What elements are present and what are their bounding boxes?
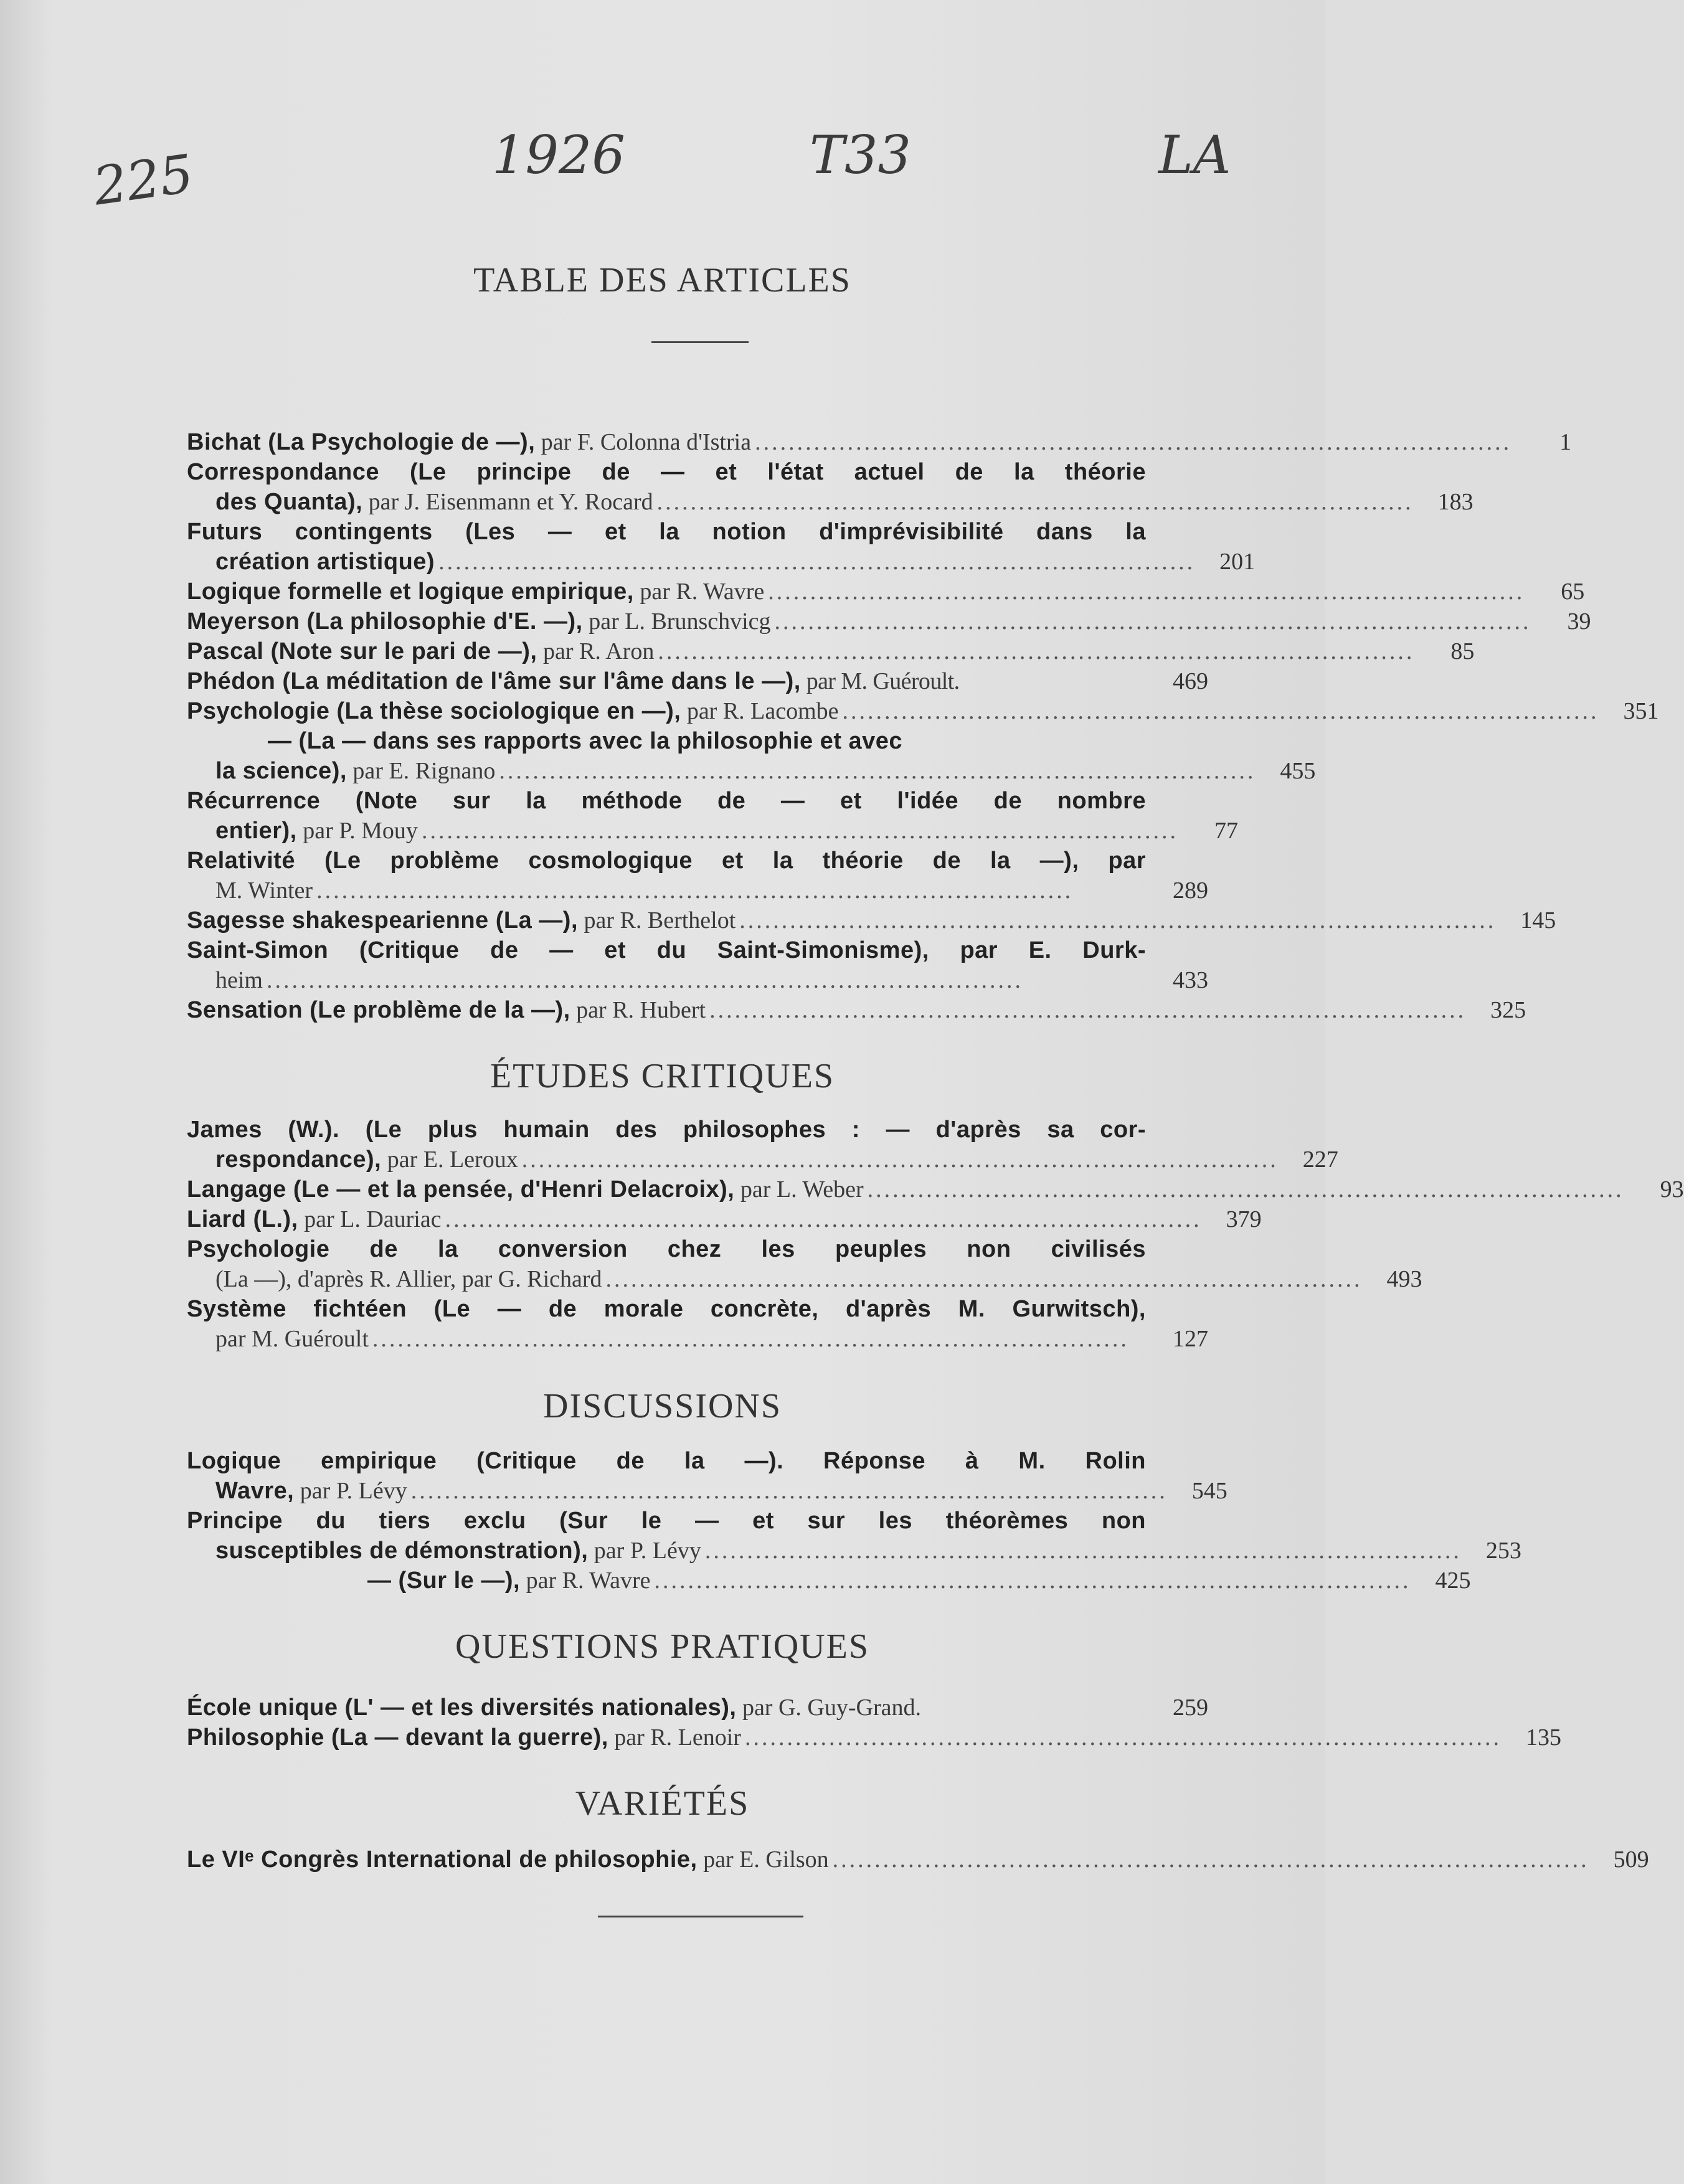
toc-entry[interactable]: Logique formelle et logique empirique, par R. Wavre .......................................................................................... 65 [187,577,1208,607]
page-number: 201 [1219,549,1256,575]
page-number: 325 [1490,997,1526,1023]
page-number: 545 [1191,1478,1228,1504]
page-number: 509 [1613,1846,1649,1873]
section-title-questions: QUESTIONS PRATIQUES [455,1627,869,1666]
toc-entry[interactable]: Système fichtéen (Le — de morale concrète, d'après M. Gurwitsch), par M. Guéroult .......................................................................................... 127 [187,1294,1208,1354]
toc-entry[interactable]: École unique (L' — et les diversités nationales), par G. Guy-Grand. 259 [187,1693,1208,1723]
page-number: 93 [1660,1176,1684,1203]
section-title-discussions: DISCUSSIONS [543,1387,782,1425]
toc-entry[interactable]: Psychologie de la conversion chez les peuples non civilisés (La —), d'après R. Allier, par G. Richard .......................................................................................... 493 [187,1234,1208,1294]
page-number: 289 [1173,877,1208,904]
page-number: 493 [1386,1266,1422,1292]
toc-entry[interactable]: Sagesse shakespearienne (La —), par R. Berthelot .......................................................................................... 145 [187,905,1208,935]
toc-entry[interactable]: Saint-Simon (Critique de — et du Saint-Simonisme), par E. Durk- heim .......................................................................................... 433 [187,935,1208,995]
handwritten-note: T33 [810,125,911,186]
page-number: 145 [1520,907,1556,934]
etudes-list [187,1115,1684,1354]
toc-entry[interactable]: Philosophie (La — devant la guerre), par R. Lenoir .......................................................................................... 135 [187,1723,1208,1752]
divider [651,341,749,343]
toc-entry[interactable]: Principe du tiers exclu (Sur le — et sur les théorèmes non susceptibles de démonstration), par P. Lévy .......................................................................................... 253 [187,1506,1208,1566]
section-title-articles: TABLE DES ARTICLES [473,261,851,300]
toc-entry[interactable]: Meyerson (La philosophie d'E. —), par L. Brunschvicg .......................................................................................... 39 [187,607,1208,636]
page-number: 65 [1561,579,1585,605]
page-number: 39 [1567,608,1591,635]
toc-entry[interactable]: — (Sur le —), par R. Wavre .......................................................................................... 425 [187,1566,1208,1595]
page-number: 433 [1173,967,1208,993]
page-number: 127 [1173,1326,1208,1352]
page-number: 183 [1437,489,1474,515]
toc-entry[interactable]: Récurrence (Note sur la méthode de — et l'idée de nombre entier), par P. Mouy .......................................................................................... 77 [187,786,1208,846]
section-title-etudes: ÉTUDES CRITIQUES [490,1057,835,1095]
toc-entry[interactable]: Pascal (Note sur le pari de —), par R. Aron .......................................................................................... 85 [187,636,1208,666]
page-number: 455 [1280,758,1316,784]
page-number: 77 [1214,818,1238,844]
toc-entry[interactable]: — (La — dans ses rapports avec la philosophie et avec la science), par E. Rignano .......................................................................................... 455 [187,726,1208,786]
handwritten-note: 225 [89,143,197,217]
toc-entry[interactable]: James (W.). (Le plus humain des philosophes : — d'après sa cor- respondance), par E. Leroux .......................................................................................... 227 [187,1115,1208,1175]
page-number: 469 [1173,668,1208,694]
toc-entry[interactable]: Liard (L.), par L. Dauriac .......................................................................................... 379 [187,1204,1208,1234]
toc-entry[interactable]: Correspondance (Le principe de — et l'état actuel de la théorie des Quanta), par J. Eisenmann et Y. Rocard .......................................................................................... 183 [187,457,1208,517]
page-number: 259 [1173,1695,1208,1721]
page-number: 1 [1559,429,1572,455]
articles-list [187,427,1659,1025]
toc-entry[interactable]: Futurs contingents (Les — et la notion d'imprévisibilité dans la création artistique) .......................................................................................... 201 [187,517,1208,577]
toc-entry[interactable]: Logique empirique (Critique de la —). Réponse à M. Rolin Wavre, par P. Lévy .......................................................................................... 545 [187,1446,1208,1506]
divider [598,1916,803,1917]
page-number: 253 [1485,1538,1521,1564]
toc-entry[interactable]: Psychologie (La thèse sociologique en —), par R. Lacombe .......................................................................................... 351 [187,696,1208,726]
questions-list [187,1693,1561,1752]
page-number: 425 [1435,1567,1471,1594]
page-number: 135 [1525,1724,1561,1751]
toc-entry[interactable]: Bichat (La Psychologie de —), par F. Colonna d'Istria .......................................................................................... 1 [187,427,1208,457]
discussions-list [187,1446,1521,1595]
handwritten-note: LA [1158,125,1231,186]
toc-entry[interactable]: Le VIᵉ Congrès International de philosophie, par E. Gilson .......................................................................................... 509 [187,1845,1208,1874]
toc-entry[interactable]: Phédon (La méditation de l'âme sur l'âme dans le —), par M. Guéroult. 469 [187,666,1208,696]
page-number: 85 [1450,638,1475,664]
section-title-varietes: VARIÉTÉS [575,1784,750,1823]
page-number: 351 [1623,698,1659,724]
page-number: 379 [1226,1206,1262,1232]
toc-entry[interactable]: Relativité (Le problème cosmologique et la théorie de la —), par M. Winter .......................................................................................... 289 [187,846,1208,905]
toc-entry[interactable]: Langage (Le — et la pensée, d'Henri Delacroix), par L. Weber .......................................................................................... 93 [187,1175,1208,1204]
toc-entry[interactable]: Sensation (Le problème de la —), par R. Hubert .......................................................................................... 325 [187,995,1208,1025]
handwritten-note: 1926 [492,125,625,186]
page-number: 227 [1302,1146,1338,1173]
varietes-list [187,1845,1649,1874]
